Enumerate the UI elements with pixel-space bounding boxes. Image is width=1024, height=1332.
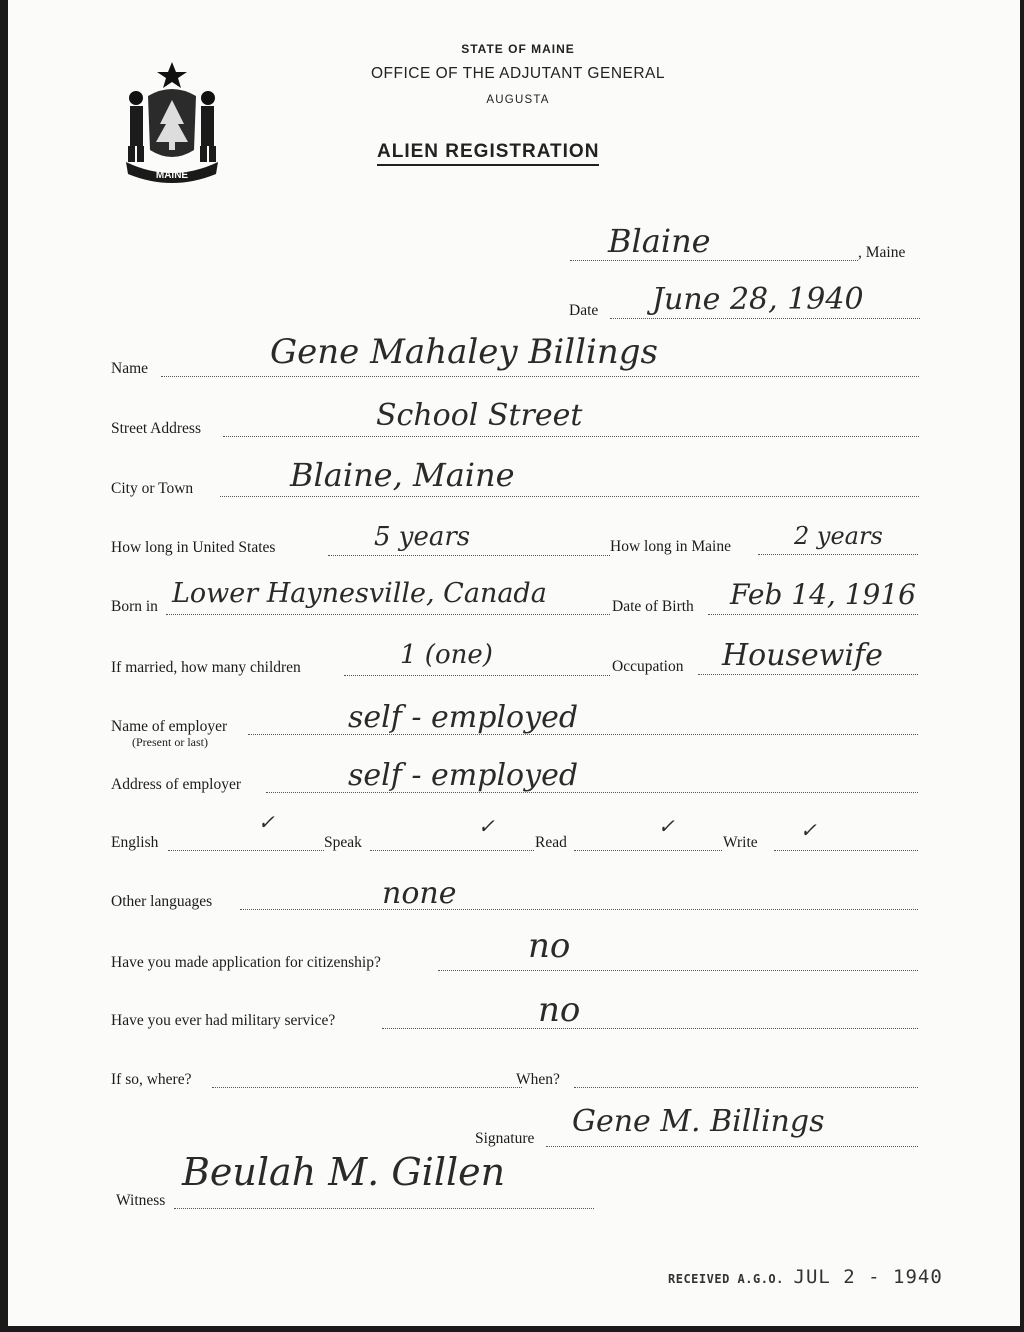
read-label: Read	[535, 834, 567, 851]
speak-label: Speak	[324, 834, 362, 851]
office-heading: OFFICE OF THE ADJUTANT GENERAL	[370, 65, 666, 82]
street-line	[223, 436, 919, 437]
dob-value: Feb 14, 1916	[730, 578, 916, 611]
date-value: June 28, 1940	[652, 282, 864, 317]
children-line	[344, 675, 610, 676]
write-check: ✓	[800, 818, 817, 842]
where-line	[212, 1087, 522, 1088]
occupation-label: Occupation	[612, 658, 684, 675]
registration-form	[8, 0, 1020, 1326]
svg-text:MAINE: MAINE	[155, 170, 189, 181]
citizenship-label: Have you made application for citizenship?	[111, 954, 381, 971]
employer-address-label: Address of employer	[111, 776, 241, 793]
date-line	[610, 318, 920, 319]
state-heading: STATE OF MAINE	[461, 42, 575, 56]
dob-line	[708, 614, 918, 615]
read-line	[574, 850, 722, 851]
speak-line	[370, 850, 534, 851]
read-check: ✓	[658, 814, 675, 838]
born-in-line	[166, 614, 610, 615]
employer-sublabel: (Present or last)	[132, 735, 208, 749]
how-long-maine-value: 2 years	[794, 522, 883, 550]
city-heading: AUGUSTA	[486, 94, 550, 106]
city-value: Blaine, Maine	[290, 456, 515, 494]
town-line	[570, 260, 858, 261]
military-label: Have you ever had military service?	[111, 1012, 336, 1029]
date-label: Date	[569, 302, 599, 319]
employer-label: Name of employer	[111, 718, 228, 735]
english-line	[168, 850, 324, 851]
other-languages-line	[240, 909, 918, 910]
children-label: If married, how many children	[111, 659, 301, 676]
witness-label: Witness	[116, 1192, 166, 1209]
english-label: English	[111, 834, 159, 851]
street-value: School Street	[376, 398, 583, 433]
when-line	[574, 1087, 918, 1088]
born-in-value: Lower Haynesville, Canada	[172, 578, 547, 609]
maine-label: , Maine	[858, 244, 906, 261]
dob-label: Date of Birth	[612, 598, 694, 615]
city-line	[220, 496, 919, 497]
received-stamp-label: RECEIVED A.G.O.	[668, 1272, 784, 1286]
when-label: When?	[516, 1071, 560, 1088]
signature-value: Gene M. Billings	[572, 1104, 825, 1139]
form-title: ALIEN REGISTRATION	[377, 141, 599, 166]
write-line	[774, 850, 918, 851]
town-value: Blaine	[608, 222, 711, 260]
received-stamp	[668, 1266, 943, 1288]
employer-value: self - employed	[348, 700, 579, 735]
military-line	[382, 1028, 918, 1029]
signature-line	[546, 1146, 918, 1147]
witness-value: Beulah M. Gillen	[182, 1150, 506, 1194]
how-long-maine-label: How long in Maine	[610, 538, 731, 555]
other-languages-value: none	[382, 876, 457, 911]
where-label: If so, where?	[111, 1071, 192, 1088]
citizenship-value: no	[528, 926, 571, 966]
street-label: Street Address	[111, 420, 201, 437]
how-long-maine-line	[758, 554, 918, 555]
english-check: ✓	[258, 810, 275, 834]
occupation-line	[698, 674, 918, 675]
military-value: no	[538, 990, 581, 1030]
name-line	[161, 376, 919, 377]
children-value: 1 (one)	[400, 640, 493, 670]
how-long-us-label: How long in United States	[111, 539, 276, 556]
name-value: Gene Mahaley Billings	[270, 332, 658, 372]
witness-line	[174, 1208, 594, 1209]
born-in-label: Born in	[111, 598, 158, 615]
employer-address-value: self - employed	[348, 758, 579, 793]
how-long-us-value: 5 years	[374, 522, 471, 552]
occupation-value: Housewife	[722, 638, 883, 673]
how-long-us-line	[328, 555, 610, 556]
maine-state-seal-icon	[116, 58, 228, 186]
speak-check: ✓	[478, 814, 495, 838]
write-label: Write	[723, 834, 758, 851]
name-label: Name	[111, 360, 149, 377]
received-stamp-date: JUL 2 - 1940	[793, 1266, 943, 1288]
citizenship-line	[438, 970, 918, 971]
signature-label: Signature	[475, 1130, 535, 1147]
other-languages-label: Other languages	[111, 893, 213, 910]
city-label: City or Town	[111, 480, 194, 497]
